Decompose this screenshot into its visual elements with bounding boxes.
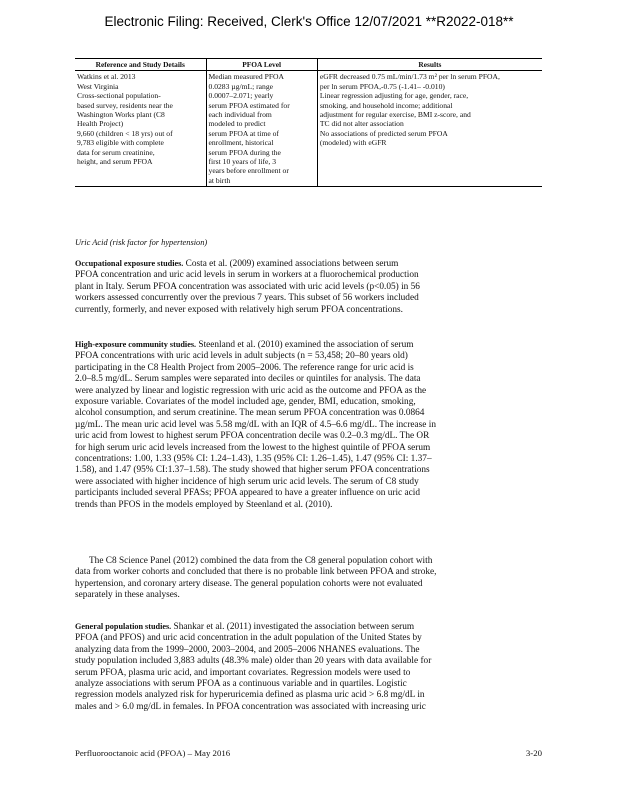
- cell-line: at birth: [208, 175, 231, 185]
- cell-line: Watkins et al. 2013: [77, 72, 136, 82]
- paragraph-line: µg/mL. The mean uric acid level was 5.58 mg/dL with an IQR of 4.5–6.6 mg/dL. The increase in: [75, 419, 436, 430]
- cell-line: each individual from: [208, 110, 272, 120]
- paragraph-line: The C8 Science Panel (2012) combined the data from the C8 general population cohort with: [89, 556, 433, 566]
- paragraph-line: PFOA (and PFOS) and uric acid concentration in the adult population of the United States by: [75, 633, 422, 644]
- paragraph-line: 1.58), and 1.47 (95% CI:1.37–1.58). The study showed that higher serum PFOA concentrations: [75, 465, 430, 476]
- paragraph-general-population: [75, 621, 542, 713]
- cell-line: serum PFOA during the: [208, 147, 281, 157]
- paragraph-line: concentrations: 1.00, 1.33 (95% CI: 1.24–1.43), 1.35 (95% CI: 1.26–1.45), 1.47 (95% CI: 1.37–: [75, 454, 432, 465]
- cell-line: serum PFOA at time of: [208, 128, 279, 138]
- paragraph-line: participating in the C8 Health Project from 2005–2006. The reference range for uric acid is: [75, 362, 414, 373]
- paragraph-line: currently, formerly, and never exposed with relatively high serum PFOA concentrations.: [75, 304, 403, 315]
- cell-line: No associations of predicted serum PFOA: [319, 128, 448, 138]
- cell-line: 9,783 eligible with complete: [77, 138, 164, 148]
- section-subheading: Uric Acid (risk factor for hypertension): [75, 238, 208, 247]
- cell-line: Median measured PFOA: [208, 72, 285, 82]
- paragraph-text: Costa et al. (2009) examined associations between serum: [183, 259, 399, 269]
- paragraph-line: serum PFOA, plasma uric acid, and important covariates. Regression models were used to: [75, 667, 411, 678]
- paragraph-line: separately in these analyses.: [75, 590, 180, 601]
- cell-line: based survey, residents near the: [77, 100, 173, 110]
- paragraph-line: workers assessed concurrently over the previous 7 years. This subset of 56 workers included: [75, 293, 419, 304]
- paragraph-occupational: [75, 258, 542, 316]
- paragraph-line: participants included several PFASs; PFOA appeared to have a greater influence on uric acid: [75, 488, 420, 499]
- paragraph-line: regression models analyzed risk for hyperuricemia defined as plasma uric acid > 6.8 mg/dL in: [75, 690, 425, 701]
- cell-line: smoking, and household income; additional: [319, 100, 453, 110]
- cell-line: 9,660 (children < 18 yrs) out of: [77, 128, 173, 138]
- filing-header: Electronic Filing: Received, Clerk's Office 12/07/2021 **R2022-018**: [104, 14, 514, 29]
- cell-line: eGFR decreased 0.75 mL/min/1.73 m² per ln serum PFOA,: [319, 72, 500, 82]
- table-row: [75, 71, 542, 187]
- cell-line: Washington Works plant (C8: [77, 110, 165, 120]
- paragraph-line: [75, 258, 542, 270]
- paragraph-line: were associated with higher incidence of high serum uric acid levels. The serum of C8 study: [75, 476, 419, 487]
- paragraph-lead: General population studies.: [75, 622, 172, 631]
- cell-line: years before enrollment or: [208, 166, 289, 176]
- cell-results: [317, 71, 542, 187]
- paragraph-line: uric acid from lowest to highest serum PFOA concentration decile was 0.2–0.3 mg/dL. The OR: [75, 431, 430, 442]
- paragraph-line: were analyzed by linear and logistic regression with uric acid as the outcome and PFOA as the: [75, 385, 427, 396]
- paragraph-line: hypertension, and coronary artery disease. The general population cohorts were not evaluated: [75, 578, 423, 589]
- paragraph-high-exposure: [75, 339, 542, 511]
- cell-line: Linear regression adjusting for age, gender, race,: [319, 91, 469, 101]
- paragraph-lead: High-exposure community studies.: [75, 340, 197, 349]
- paragraph-line: PFOA concentration and uric acid levels in serum in workers at a fluorochemical production: [75, 270, 419, 281]
- column-header-results: Results: [317, 59, 542, 71]
- cell-line: adjustment for regular exercise, BMI z-score, and: [319, 110, 471, 120]
- cell-line: height, and serum PFOA: [77, 157, 153, 167]
- paragraph-line: study population included 3,883 adults (48.3% male) older than 20 years with data available for: [75, 656, 432, 667]
- cell-line: 0.0283 µg/mL; range: [208, 81, 273, 91]
- cell-line: (modeled) with eGFR: [319, 138, 387, 148]
- study-table: [75, 58, 542, 187]
- cell-line: Health Project): [77, 119, 124, 129]
- cell-line: Cross-sectional population-: [77, 91, 161, 101]
- column-header-reference: Reference and Study Details: [75, 59, 206, 71]
- cell-line: per ln serum PFOA,-0.75 (-1.41– -0.010): [319, 81, 445, 91]
- footer-document-title: Perfluorooctanoic acid (PFOA) – May 2016: [75, 748, 231, 758]
- paragraph-line: trends than PFOS in the models employed by Steenland et al. (2010).: [75, 499, 333, 510]
- table-header-row: [75, 59, 542, 71]
- footer-page-number: 3-20: [525, 748, 542, 758]
- cell-reference: [75, 71, 206, 187]
- cell-line: enrollment, historical: [208, 138, 274, 148]
- paragraph-text: Shankar et al. (2011) investigated the association between serum: [171, 622, 415, 632]
- cell-pfoa-level: [206, 71, 317, 187]
- cell-line: 0.0007–2.071; yearly: [208, 91, 274, 101]
- cell-line: modeled to predict: [208, 119, 266, 129]
- cell-line: serum PFOA estimated for: [208, 100, 290, 110]
- paragraph-line: 2.0–8.5 mg/dL. Serum samples were separated into deciles or quintiles for analysis. The data: [75, 374, 421, 385]
- cell-line: TC did not alter association: [319, 119, 404, 129]
- cell-line: West Virginia: [77, 81, 119, 91]
- paragraph-line: PFOA concentrations with uric acid levels in adult subjects (n = 53,458; 20–80 years old): [75, 351, 408, 362]
- paragraph-line: exposure variable. Covariates of the model included age, gender, BMI, education, smoking,: [75, 397, 416, 408]
- paragraph-line: plant in Italy. Serum PFOA concentration was associated with uric acid levels (p<0.05) in 56: [75, 281, 420, 292]
- paragraph-c8-science-panel: [75, 556, 542, 602]
- paragraph-line: analyzing data from the 1999–2000, 2003–2004, and 2005–2006 NHANES evaluations. The: [75, 644, 420, 655]
- paragraph-line: males and > 6.0 mg/dL in females. In PFOA concentration was associated with increasing uric: [75, 701, 426, 712]
- paragraph-line: [75, 339, 542, 351]
- paragraph-text: Steenland et al. (2010) examined the association of serum: [196, 340, 414, 350]
- paragraph-line: [75, 621, 542, 633]
- column-header-pfoa-level: PFOA Level: [206, 59, 317, 71]
- paragraph-line: analyze associations with serum PFOA as a continuous variable and in quartiles. Logistic: [75, 679, 407, 690]
- cell-line: data for serum creatinine,: [77, 147, 155, 157]
- paragraph-line: alcohol consumption, and serum creatinine. The mean serum PFOA concentration was 0.0864: [75, 408, 425, 419]
- paragraph-line: for high serum uric acid levels increased from the lowest to the highest quintile of PFOA serum: [75, 442, 431, 453]
- paragraph-line: data from worker cohorts and concluded that there is no probable link between PFOA and stroke,: [75, 567, 437, 578]
- cell-line: first 10 years of life, 3: [208, 157, 276, 167]
- paragraph-lead: Occupational exposure studies.: [75, 259, 184, 268]
